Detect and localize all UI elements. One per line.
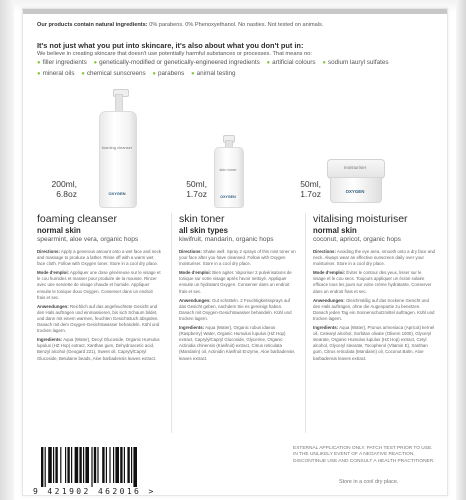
de-text: Reichlich auf das angefeuchtete Gesicht und den Hals auftragen und einmassieren, bis sich Schaum bildet, und dann mit einem warmen, feuchten Gesichtstuch abspülen. Danach mit dem Oxygen-Gesichtswasser behandeln. Kühl und trocken lagern.	[37, 303, 160, 334]
barcode-bar	[102, 447, 104, 483]
fr-text: Éviter le contour des yeux, lisser sur le visage et le cou secs. Toujours appliquer un écran solaire efficace tous les jours sur votre crème hydratante. Conserver dans un endroit frais et sec.	[313, 270, 432, 294]
barcode-bar	[71, 447, 72, 483]
barcode-bar	[65, 447, 66, 483]
bottom-strip	[23, 445, 447, 495]
barcode-bar	[131, 447, 132, 483]
directions-text: Shake well. Spray 2 sprays of this mist toner on your face after you have cleansed. Follow with Oxygen moisturiser. Store in a cool dry place.	[179, 249, 296, 267]
column-divider	[171, 213, 172, 433]
de-text: Gleichmäßig auf das trockene Gesicht und den Hals auftragen, ohne die Augenpartie zu benetzen. Danach jeden Tag ein Sonnenschutzmittel auftragen. Kühl und trocken lagern.	[313, 297, 435, 321]
product-details	[179, 249, 297, 362]
barcode-number: 9 421902 462016 >	[33, 487, 156, 496]
moisturiser-jar	[327, 159, 385, 203]
barcode-bar	[53, 447, 54, 483]
top-band	[23, 9, 447, 14]
de-label: Anwendungen:	[179, 297, 211, 303]
barcode-bar	[85, 447, 89, 483]
moisturiser-volume	[273, 179, 321, 199]
barcode-bar	[55, 447, 57, 483]
intro-rest: 0% parabens. 0% Phenoxyethanol. No nasties. Not tested on animals.	[149, 22, 324, 28]
fr-text: Appliquer une dose généreuse sur le visage et le cou humides et masser pour produire de la mousse. Rincer avec une serviette de visage chaude et humide. Appliquer ensuite le tonique doux Oxygen. Conserver dans un endroit frais et sec.	[37, 270, 161, 300]
skin-type: normal skin	[313, 226, 357, 235]
safety-warning: EXTERNAL APPLICATION ONLY. PATCH TEST PRIOR TO USE. IN THE UNLIKELY EVENT OF A NEGATIVE REACTION, DISCONTINUE USE AND CONSULT A HEALTH PRACTITIONER.	[293, 446, 435, 464]
key-ingredients: kiwifruit, mandarin, organic hops	[179, 236, 274, 243]
barcode-bar	[133, 447, 137, 487]
no-list-item: ● chemical sunscreens	[81, 70, 145, 77]
column-divider	[305, 213, 306, 433]
fr-label: Mode d'emploi:	[179, 270, 212, 276]
brand-logo: OXYGEN	[345, 189, 365, 194]
barcode-bar	[94, 447, 96, 483]
product-details	[37, 249, 161, 362]
brand-logo: OXYGEN	[108, 191, 126, 196]
fr-label: Mode d'emploi:	[313, 270, 346, 276]
barcode-bar	[120, 447, 122, 483]
volume-oz: 1.7oz	[186, 189, 207, 199]
ingredients-text: Aqua (Water), Organic rubus idaeus (Raspberry) Water, Organic Humulus lupulus (HZ Hop) extract, CaprylylCapryl Glucoside, Glycerine, Organic Actinidia chinensis (Kiwifruit) extract, Citrus reticulata (Mandarin) oil, Actinidin Kiwifruit Enzyme, Aloe barbadensis leaves extract.	[179, 325, 295, 361]
directions-label: Directions:	[179, 249, 202, 254]
fr-label: Mode d'emploi:	[37, 270, 70, 276]
barcode-bar	[67, 447, 69, 483]
no-list	[37, 58, 437, 80]
volume-oz: 1.7oz	[300, 189, 321, 199]
storage-note: Store in a cool dry place.	[339, 479, 399, 485]
column-foaming-cleanser	[37, 213, 161, 362]
intro-bold: Our products contain natural ingredients:	[37, 22, 148, 28]
box-right-side	[456, 0, 466, 500]
intro-paragraph: We believe in creating skincare that doesn't use potentially harmful substances or processes. That means no:	[37, 51, 312, 57]
barcode-bar	[41, 447, 43, 487]
barcode-bar	[97, 447, 98, 483]
no-list-item: ● filler ingredients	[37, 59, 87, 66]
no-list-item: ● mineral oils	[37, 70, 74, 77]
no-list-item: ● sodium lauryl sulfates	[322, 59, 388, 66]
intro-text	[37, 22, 437, 29]
barcode-bar	[48, 447, 52, 483]
barcode-bar	[115, 447, 119, 483]
directions-label: Directions:	[37, 249, 60, 254]
barcode-bar	[124, 447, 125, 483]
ingredients-text: Aqua (Water), Decyl Glucoside, Organic Humulus lupulus (HZ Hop) extract, Xanthan gum, Dehydroacetic acid, Benzyl alcohol (Geogard 221), Sweet oil, CaprylylCapryl Glucoside, Betulaine beads, Aloe barbadensis leaves extract.	[37, 337, 160, 361]
barcode-bar	[91, 447, 92, 487]
de-label: Anwendungen:	[313, 297, 345, 303]
skin-toner-bottle	[213, 135, 243, 207]
volume-ml: 200ml,	[51, 179, 77, 189]
barcode-bar	[106, 447, 107, 483]
tagline: It's not just what you put into skincare, it's also about what you don't put in:	[37, 41, 304, 50]
volume-ml: 50ml,	[300, 179, 321, 189]
de-label: Anwendungen:	[37, 303, 69, 309]
directions-text: Apply a generous amount onto a wet face and neck and massage to produce a lather. Rinse off with a warm wet face cloth. Follow with Oxygen toner. Store in a cool dry place.	[37, 249, 161, 267]
skin-type: normal skin	[37, 226, 81, 235]
ingredients-label: Ingredients:	[37, 337, 63, 343]
barcode	[39, 447, 171, 487]
bottle-label: skin toner	[219, 167, 237, 172]
bottle-label: foaming cleanser	[101, 145, 133, 150]
barcode-bar	[75, 447, 79, 483]
product-name: skin toner	[179, 213, 225, 225]
box-left-side	[0, 0, 14, 500]
box-back-panel	[22, 8, 448, 496]
product-name: foaming cleanser	[37, 213, 117, 225]
no-list-item: ● parabens	[152, 70, 184, 77]
skin-type: all skin types	[179, 226, 228, 235]
ingredients-text: Aqua (Water), Prunus armeniaca (Apricot) kernel oil, Cetearyl alcohol, Sorbitan olivate (Olivem 1000), Glyceryl stearate, Organic Humulus lupulus (HZ Hop) extract, Cetyl alcohol, Glyceryl stearate, Tocopherol (Vitamin E), Xanthan gum, Citrus reticulata (Mandarin) oil, Coconut Balm, Aloe barbadensis leaves extract.	[313, 325, 435, 361]
key-ingredients: spearmint, aloe vera, organic hops	[37, 236, 139, 243]
fr-text: Bien agiter. Vaporiser 2 pulvérisations de tonique sur votre visage après l'avoir nettoyé. Appliquer ensuite un hydratant Oxygen. Conserver dans un endroit frais et sec.	[179, 270, 292, 294]
directions-text: Avoiding the eye area, smooth onto a dry face and neck. Always wear an effective sunscreen daily over your moisturiser. Store in a cool dry place.	[313, 249, 435, 267]
column-vitalising-moisturiser	[313, 213, 435, 362]
key-ingredients: coconut, apricot, organic hops	[313, 236, 401, 243]
directions-label: Directions:	[313, 249, 336, 254]
no-list-item: ● genetically-modified or genetically-engineered ingredients	[93, 59, 259, 66]
brand-logo: OXYGEN	[220, 195, 236, 199]
product-name: vitalising moisturiser	[313, 213, 408, 225]
volume-ml: 50ml,	[186, 179, 207, 189]
barcode-bar	[113, 447, 114, 483]
product-details	[313, 249, 435, 362]
barcode-bar	[83, 447, 84, 483]
foaming-cleanser-bottle	[97, 89, 137, 207]
ingredients-label: Ingredients:	[179, 325, 205, 331]
barcode-bar	[127, 447, 129, 483]
barcode-bar	[45, 447, 46, 487]
no-list-item: ● animal testing	[191, 70, 235, 77]
cleanser-volume	[29, 179, 77, 199]
barcode-bar	[79, 447, 81, 483]
volume-oz: 6.8oz	[56, 189, 77, 199]
toner-volume	[159, 179, 207, 199]
ingredients-label: Ingredients:	[313, 325, 339, 331]
barcode-bar	[60, 447, 61, 483]
barcode-bar	[109, 447, 110, 483]
column-skin-toner	[179, 213, 297, 362]
no-list-item: ● artificial colours	[267, 59, 316, 66]
jar-label: moisturiser	[343, 165, 367, 170]
de-text: Gut schütteln. 2 Feuchtigkeitssprays auf das Gesicht geben, nachdem Sie es gereinigt haben. Danach mit Oxygen-Gesichtswasser behandeln. Kühl und trocken lagern.	[179, 297, 292, 321]
